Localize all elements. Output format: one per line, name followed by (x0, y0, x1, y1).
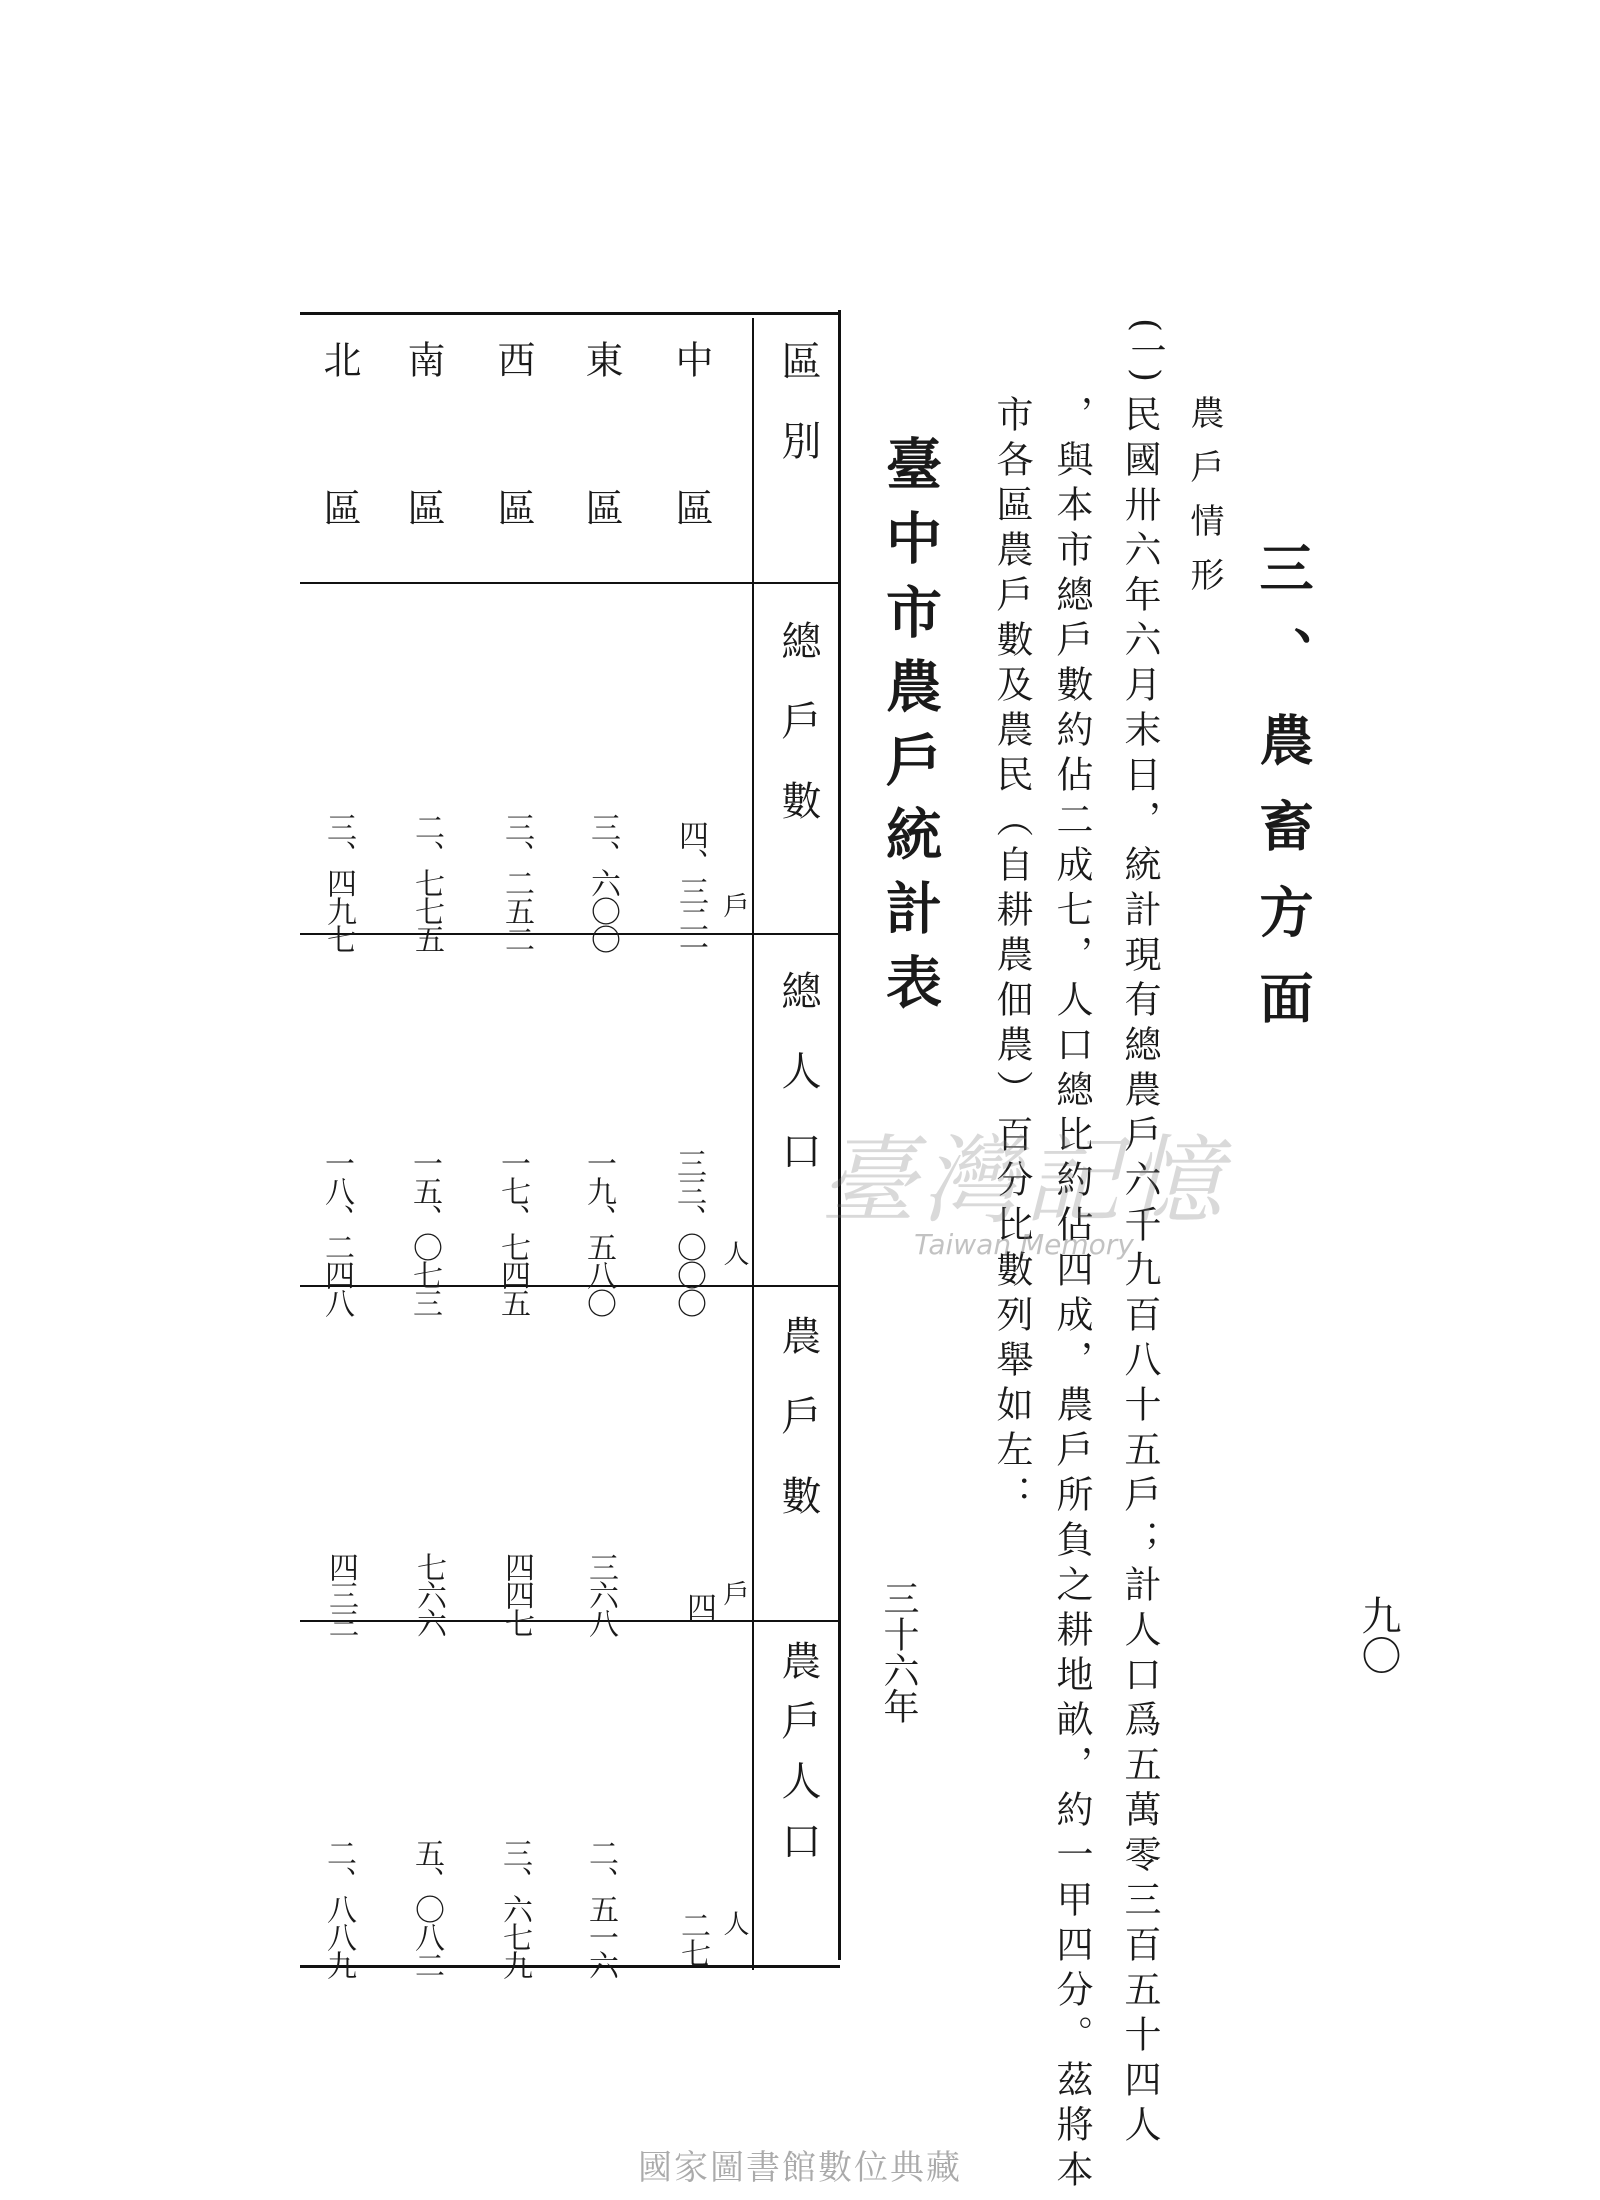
header-district: 區別 (775, 340, 821, 500)
table-bottom-border (300, 1965, 840, 1968)
cell-total-households: 四、三二一 (673, 820, 708, 960)
table-year: 三十六年 (878, 1580, 919, 1724)
district-name: 南區 (401, 340, 445, 636)
cell-farm-households: 七六六 (411, 1552, 446, 1636)
cell-total-population: 三三、〇〇〇 (671, 1148, 706, 1316)
cell-farm-households: 四三三 (323, 1552, 358, 1636)
cell-farm-population: 五、〇八二 (409, 1838, 444, 1978)
cell-farm-population: 二七 (675, 1910, 710, 1966)
cell-farm-population: 三、六七九 (497, 1838, 532, 1978)
district-name: 中區 (669, 340, 713, 636)
section-title: 三、農畜方面 (1251, 540, 1315, 1056)
cell-total-population: 一八、二四八 (319, 1148, 354, 1316)
header-total-population: 總人口 (775, 970, 821, 1210)
unit-people: 人 (719, 1240, 749, 1266)
cell-farm-households: 四四七 (499, 1552, 534, 1636)
paragraph-line: 民國卅六年六月末日，統計現有總農戶六千九百八十五戶；計人口爲五萬零三百五十四人 (1118, 395, 1161, 2150)
cell-total-households: 三、四九七 (321, 812, 356, 952)
row-divider (300, 582, 840, 584)
cell-farm-households: 四 (681, 1592, 716, 1620)
subsection-label: (一) (1125, 318, 1166, 383)
district-name: 東區 (579, 340, 623, 636)
unit-people: 人 (719, 1910, 749, 1936)
watermark-chinese: 臺灣記憶 (820, 1125, 1228, 1237)
page-number: 九〇 (1355, 1595, 1401, 1675)
cell-farm-population: 二、八八九 (321, 1838, 356, 1978)
row-divider (300, 1620, 840, 1622)
cell-total-households: 三、六〇〇 (585, 812, 620, 952)
district-name: 西區 (491, 340, 535, 636)
cell-total-population: 一五、〇七三 (407, 1148, 442, 1316)
subsection-heading: 農戶情形 (1184, 395, 1224, 611)
header-farm-households: 農戶數 (775, 1315, 821, 1555)
unit-households: 戶 (719, 1580, 749, 1606)
cell-farm-households: 三六八 (583, 1552, 618, 1636)
footer-credit: 國家圖書館數位典藏 (638, 2148, 962, 2188)
district-name: 北區 (317, 340, 361, 636)
cell-total-population: 一九、五八〇 (581, 1148, 616, 1316)
paragraph-line: ，與本市總戶數約佔二成七，人口總比約佔四成，農戶所負之耕地畝，約一甲四分。茲將本 (1050, 395, 1093, 2195)
row-divider (300, 1285, 840, 1287)
cell-farm-population: 二、五一六 (583, 1838, 618, 1978)
row-divider (300, 933, 840, 935)
header-farm-population: 農戶人口 (775, 1640, 821, 1880)
header-total-households: 總戶數 (775, 620, 821, 860)
paragraph-line: 市各區農戶數及農民（自耕農佃農）百分比數列舉如左： (990, 395, 1033, 1520)
cell-total-population: 一七、七四五 (495, 1148, 530, 1316)
table-title: 臺中市農戶統計表 (877, 435, 943, 1027)
header-column-divider (752, 318, 754, 1970)
unit-households: 戶 (719, 892, 749, 918)
watermark-english: Taiwan Memory (914, 1228, 1134, 1261)
cell-total-households: 二、七七五 (409, 812, 444, 952)
cell-total-households: 三、二五二 (499, 812, 534, 952)
table-top-border (300, 312, 840, 315)
watermark (820, 1105, 1228, 1261)
